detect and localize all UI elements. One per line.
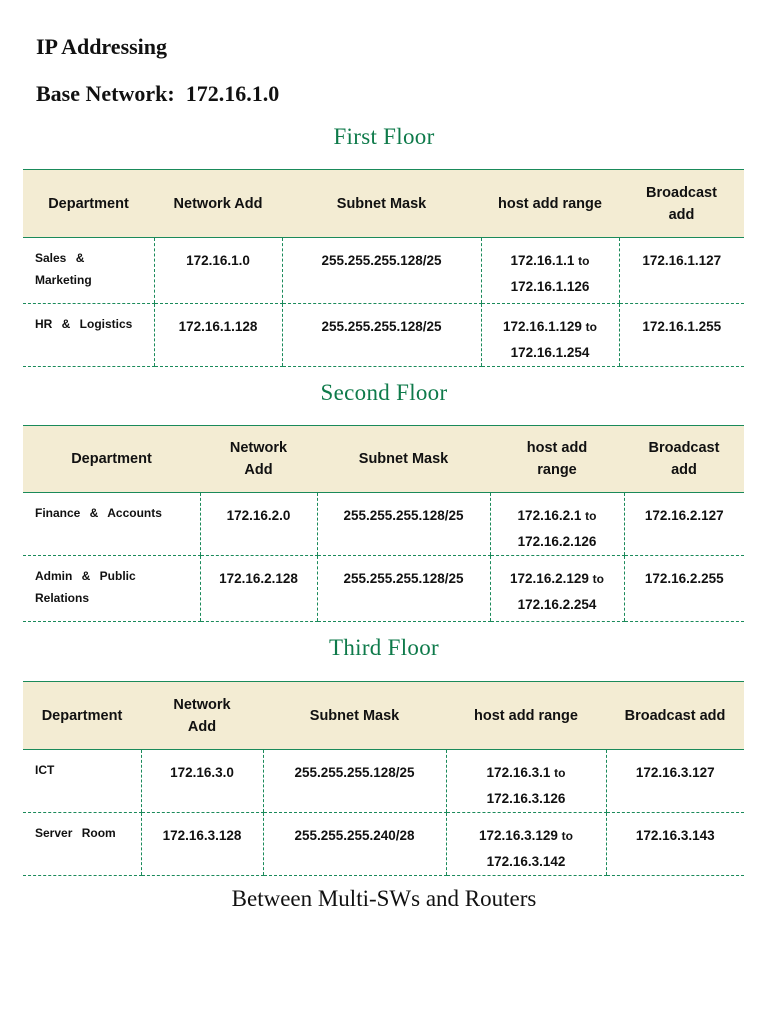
- network-cell: 172.16.1.0: [154, 238, 282, 304]
- table-row: [23, 493, 744, 556]
- department-cell: Server Room: [23, 813, 141, 876]
- mask-cell: 255.255.255.128/25: [263, 750, 446, 813]
- table-row: [23, 238, 744, 304]
- host-range-cell: 172.16.1.1 to 172.16.1.126: [481, 238, 619, 304]
- host-range-cell: 172.16.1.129 to 172.16.1.254: [481, 304, 619, 367]
- host-range-cell: 172.16.3.1 to 172.16.3.126: [446, 750, 606, 813]
- table-header-row: [23, 170, 744, 238]
- third-floor-table-block: [23, 681, 744, 876]
- broadcast-cell: 172.16.2.255: [624, 556, 744, 622]
- page-title: IP Addressing: [36, 34, 168, 59]
- column-header: Subnet Mask: [317, 426, 490, 493]
- table-header-row: [23, 426, 744, 493]
- third-floor-table: [23, 681, 744, 876]
- column-header: Subnet Mask: [282, 170, 481, 238]
- floor-title-first: First Floor: [333, 124, 435, 149]
- host-range-cell: 172.16.3.129 to 172.16.3.142: [446, 813, 606, 876]
- network-cell: 172.16.3.128: [141, 813, 263, 876]
- section-heading-multi-sws-routers: Between Multi-SWs and Routers: [231, 886, 537, 911]
- column-header: Subnet Mask: [263, 682, 446, 750]
- column-header: Broadcast add: [624, 426, 744, 493]
- network-cell: 172.16.2.0: [200, 493, 317, 556]
- column-header: Network Add: [154, 170, 282, 238]
- floor-title-third: Third Floor: [329, 635, 439, 660]
- column-header: host add range: [446, 682, 606, 750]
- second-floor-table: [23, 425, 744, 622]
- mask-cell: 255.255.255.240/28: [263, 813, 446, 876]
- column-header: host add range: [490, 426, 624, 493]
- broadcast-cell: 172.16.2.127: [624, 493, 744, 556]
- network-cell: 172.16.2.128: [200, 556, 317, 622]
- table-row: [23, 304, 744, 367]
- first-floor-table: [23, 169, 744, 367]
- department-cell: Admin & Public Relations: [23, 556, 200, 622]
- column-header: Broadcast add: [606, 682, 744, 750]
- department-cell: HR & Logistics: [23, 304, 154, 367]
- column-header: Network Add: [141, 682, 263, 750]
- base-network-label: Base Network:: [36, 81, 175, 106]
- mask-cell: 255.255.255.128/25: [317, 556, 490, 622]
- floor-title-second: Second Floor: [320, 380, 448, 405]
- mask-cell: 255.255.255.128/25: [317, 493, 490, 556]
- network-cell: 172.16.1.128: [154, 304, 282, 367]
- column-header: Department: [23, 170, 154, 238]
- table-row: [23, 813, 744, 876]
- column-header: Department: [23, 682, 141, 750]
- department-cell: Sales & Marketing: [23, 238, 154, 304]
- table-header-row: [23, 682, 744, 750]
- department-cell: ICT: [23, 750, 141, 813]
- column-header: Department: [23, 426, 200, 493]
- broadcast-cell: 172.16.1.255: [619, 304, 744, 367]
- column-header: Broadcast add: [619, 170, 744, 238]
- column-header: Network Add: [200, 426, 317, 493]
- first-floor-table-block: [23, 169, 744, 367]
- base-network-value: 172.16.1.0: [185, 81, 280, 106]
- mask-cell: 255.255.255.128/25: [282, 304, 481, 367]
- table-row: [23, 556, 744, 622]
- table-row: [23, 750, 744, 813]
- host-range-cell: 172.16.2.129 to 172.16.2.254: [490, 556, 624, 622]
- host-range-cell: 172.16.2.1 to 172.16.2.126: [490, 493, 624, 556]
- mask-cell: 255.255.255.128/25: [282, 238, 481, 304]
- broadcast-cell: 172.16.3.143: [606, 813, 744, 876]
- department-cell: Finance & Accounts: [23, 493, 200, 556]
- broadcast-cell: 172.16.1.127: [619, 238, 744, 304]
- column-header: host add range: [481, 170, 619, 238]
- broadcast-cell: 172.16.3.127: [606, 750, 744, 813]
- network-cell: 172.16.3.0: [141, 750, 263, 813]
- second-floor-table-block: [23, 425, 744, 622]
- base-network-heading: [36, 81, 279, 107]
